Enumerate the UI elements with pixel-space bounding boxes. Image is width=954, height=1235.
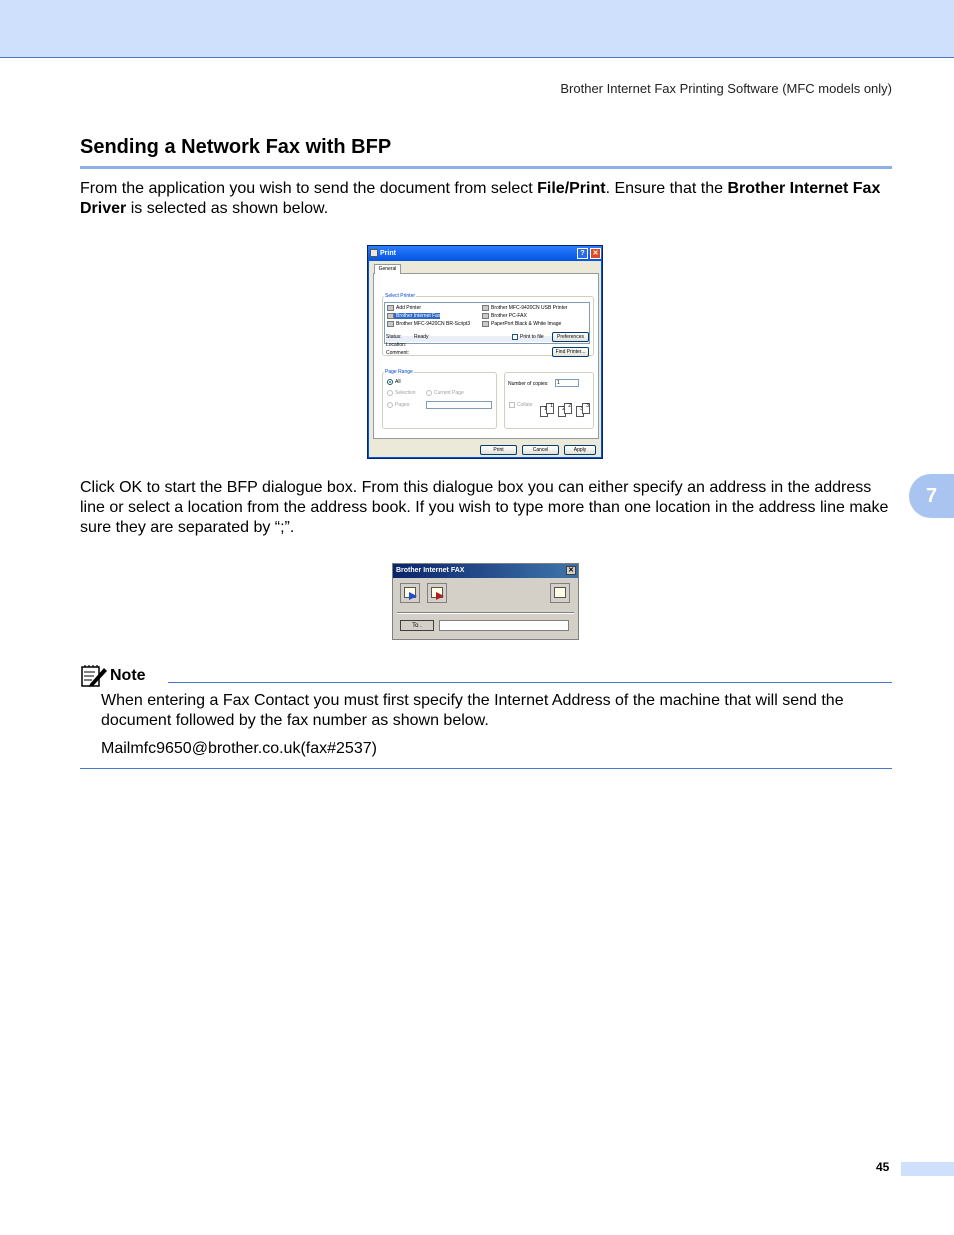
printer-item-brother-internet-fax[interactable]: Brother Internet Fax [387, 313, 440, 319]
note-top-rule [168, 682, 892, 683]
printer-icon [370, 249, 378, 257]
collate-page-icon: 3 [582, 403, 590, 414]
note-example-address: Mailmfc9650@brother.co.uk(fax#2537) [101, 740, 377, 757]
section-title: Sending a Network Fax with BFP [80, 136, 392, 158]
range-current-page-label: Current Page [434, 390, 464, 396]
help-button[interactable]: ? [577, 248, 588, 259]
intro-bold-driver: Brother Internet Fax Driver [80, 180, 881, 217]
range-selection-label: Selection [395, 390, 416, 396]
bfp-paragraph: Click OK to start the BFP dialogue box. From this dialogue box you can either specify an address in the address line or select a location from the address book. If you wish to type more than one location in the address line make sure they are separated by “;”. [80, 479, 889, 536]
status-value: Ready [414, 334, 429, 340]
bfp-dialog-title: Brother Internet FAX [396, 567, 465, 574]
print-dialog-screenshot [367, 245, 603, 459]
page-number-bar [901, 1162, 954, 1176]
title-underline [80, 166, 892, 169]
note-text: When entering a Fax Contact you must first specify the Internet Address of the machine that will send the document followed by the fax number as shown below. [101, 692, 844, 729]
comment-label: Comment: [386, 350, 410, 356]
printer-item-add-printer[interactable]: Add Printer [387, 305, 421, 311]
bfp-dialog-titlebar [393, 564, 578, 578]
collate-checkbox[interactable] [509, 402, 515, 408]
note-pencil-icon [80, 664, 108, 688]
print-dialog-titlebar [368, 246, 602, 261]
printer-icon [387, 321, 394, 327]
printer-icon [482, 321, 489, 327]
page-range-label: Page Range [385, 369, 413, 375]
collate-label: Collate [517, 402, 533, 408]
print-to-file-label: Print to file [520, 334, 544, 340]
range-pages-radio[interactable] [387, 402, 393, 408]
address-input[interactable] [439, 620, 569, 631]
intro-text-2: . Ensure that the [605, 180, 728, 197]
note-label: Note [110, 667, 146, 684]
range-current-page-radio[interactable] [426, 390, 432, 396]
print-to-file-checkbox[interactable] [512, 334, 518, 340]
printer-item-paperport[interactable]: PaperPort Black & White Image [482, 321, 561, 327]
printer-item-usb[interactable]: Brother MFC-9420CN USB Printer [482, 305, 567, 311]
close-button[interactable]: ✕ [590, 248, 601, 259]
range-pages-label: Pages: [395, 402, 411, 408]
select-printer-label: Select Printer [385, 293, 416, 299]
printer-icon [482, 313, 489, 319]
address-book-button[interactable] [550, 583, 570, 603]
copies-input[interactable]: 1 [555, 379, 579, 387]
location-label: Location: [386, 342, 407, 348]
bfp-dialog-screenshot [392, 563, 579, 640]
preferences-button[interactable]: Preferences [552, 332, 589, 342]
page-number: 45 [876, 1160, 890, 1174]
add-printer-icon [387, 305, 394, 311]
printer-item-pc-fax[interactable]: Brother PC-FAX [482, 313, 527, 319]
print-dialog-body [369, 261, 601, 457]
intro-text-1: From the application you wish to send the document from select [80, 180, 538, 197]
cancel-button[interactable]: Cancel [522, 445, 559, 455]
range-selection-radio[interactable] [387, 390, 393, 396]
find-printer-button[interactable]: Find Printer... [552, 347, 589, 357]
tab-general[interactable]: General [374, 264, 401, 274]
status-label: Status: [386, 334, 402, 340]
separator [397, 612, 574, 614]
send-button[interactable] [400, 583, 420, 603]
collate-page-icon: 2 [564, 403, 572, 414]
printer-item-br-script3[interactable]: Brother MFC-9420CN BR-Script3 [387, 321, 470, 327]
intro-bold-file-print: File/Print [537, 180, 606, 197]
intro-text-3: is selected as shown below. [126, 200, 329, 217]
pages-input[interactable] [426, 401, 492, 409]
address-book-icon [554, 587, 566, 598]
printer-icon [387, 313, 394, 319]
to-button[interactable]: To . [400, 620, 434, 631]
intro-paragraph [80, 179, 892, 219]
range-all-radio[interactable] [387, 379, 393, 385]
range-all-label: All [395, 379, 401, 385]
printer-icon [482, 305, 489, 311]
apply-button[interactable]: Apply [564, 445, 596, 455]
header-band [0, 0, 954, 58]
running-title: Brother Internet Fax Printing Software (MFC models only) [560, 81, 892, 96]
send-to-multiple-button[interactable] [427, 583, 447, 603]
note-bottom-rule [80, 768, 892, 769]
print-dialog-title: Print [380, 250, 396, 257]
general-tab-panel [373, 273, 599, 439]
close-button[interactable]: ✕ [566, 566, 576, 575]
print-button[interactable]: Print [480, 445, 517, 455]
copies-label: Number of copies: [508, 381, 549, 387]
chapter-tab: 7 [909, 474, 954, 518]
collate-page-icon: 1 [546, 403, 554, 414]
